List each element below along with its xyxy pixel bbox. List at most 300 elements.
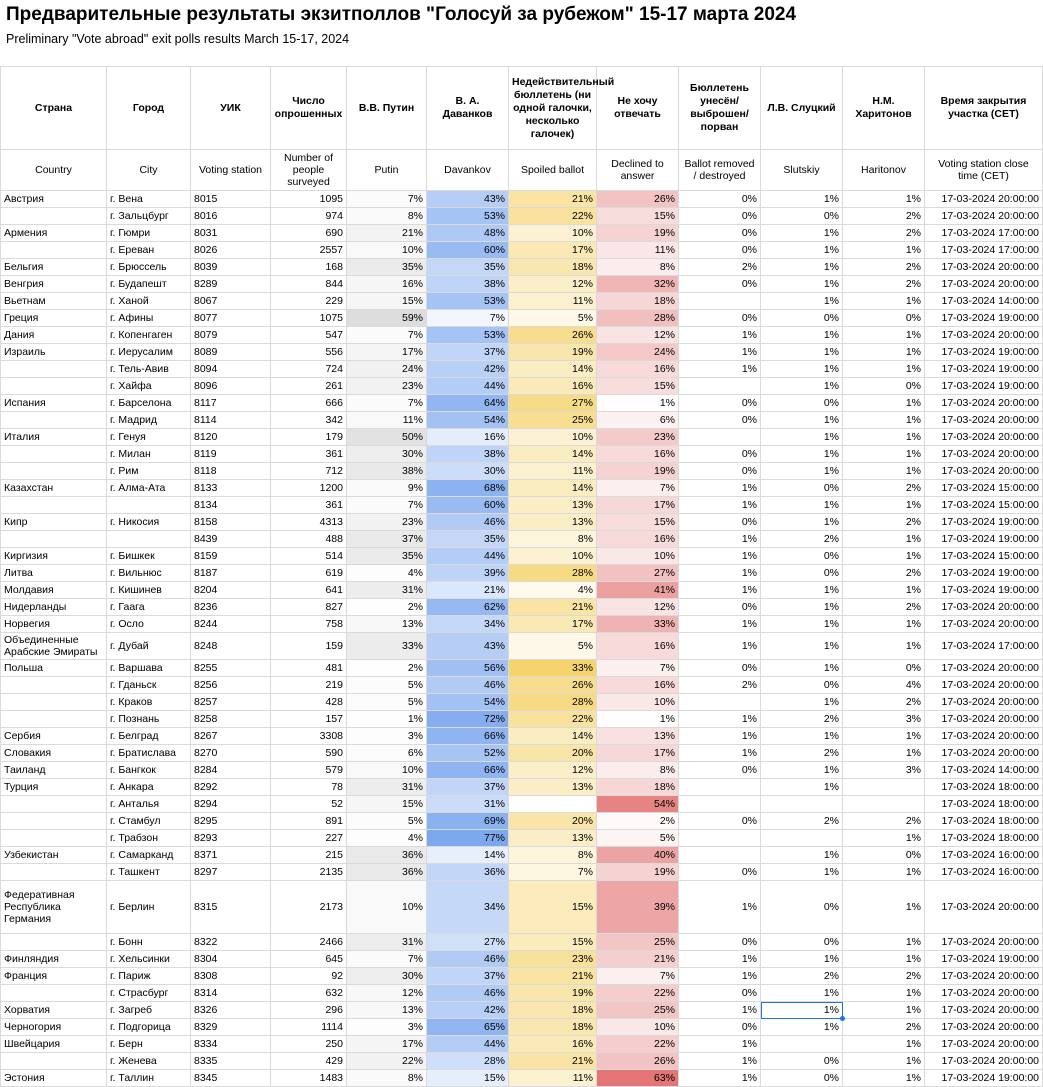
cell-davankov[interactable]: 21% <box>427 582 509 599</box>
cell-spoiled[interactable]: 12% <box>509 276 597 293</box>
header-en-removed[interactable]: Ballot removed / destroyed <box>679 150 761 191</box>
cell-station[interactable]: 8292 <box>191 779 271 796</box>
cell-station[interactable]: 8294 <box>191 796 271 813</box>
cell-slutskiy[interactable]: 1% <box>761 361 843 378</box>
cell-slutskiy[interactable]: 1% <box>761 293 843 310</box>
cell-declined[interactable]: 54% <box>597 796 679 813</box>
cell-declined[interactable]: 17% <box>597 745 679 762</box>
cell-declined[interactable]: 26% <box>597 1053 679 1070</box>
cell-haritonov[interactable]: 1% <box>843 745 925 762</box>
cell-davankov[interactable]: 42% <box>427 361 509 378</box>
cell-station[interactable]: 8118 <box>191 463 271 480</box>
cell-removed[interactable] <box>679 779 761 796</box>
cell-declined[interactable]: 22% <box>597 1036 679 1053</box>
header-en-city[interactable]: City <box>107 150 191 191</box>
cell-city[interactable]: г. Копенгаген <box>107 327 191 344</box>
cell-close-time[interactable]: 17-03-2024 20:00:00 <box>925 694 1043 711</box>
cell-putin[interactable]: 36% <box>347 864 427 881</box>
cell-davankov[interactable]: 34% <box>427 881 509 934</box>
cell-putin[interactable]: 7% <box>347 951 427 968</box>
header-davankov[interactable]: В. А. Даванков <box>427 67 509 150</box>
cell-haritonov[interactable]: 2% <box>843 1019 925 1036</box>
cell-surveyed[interactable]: 690 <box>271 225 347 242</box>
cell-davankov[interactable]: 37% <box>427 968 509 985</box>
cell-haritonov[interactable]: 1% <box>843 361 925 378</box>
cell-slutskiy[interactable]: 0% <box>761 208 843 225</box>
cell-station[interactable]: 8256 <box>191 677 271 694</box>
cell-station[interactable]: 8158 <box>191 514 271 531</box>
cell-country[interactable]: Греция <box>1 310 107 327</box>
cell-station[interactable]: 8293 <box>191 830 271 847</box>
cell-city[interactable]: г. Ереван <box>107 242 191 259</box>
cell-station[interactable]: 8067 <box>191 293 271 310</box>
cell-removed[interactable]: 1% <box>679 968 761 985</box>
cell-declined[interactable]: 39% <box>597 881 679 934</box>
cell-davankov[interactable]: 37% <box>427 344 509 361</box>
cell-surveyed[interactable]: 227 <box>271 830 347 847</box>
cell-spoiled[interactable]: 13% <box>509 497 597 514</box>
cell-declined[interactable]: 13% <box>597 728 679 745</box>
header-en-slutskiy[interactable]: Slutskiy <box>761 150 843 191</box>
cell-spoiled[interactable]: 33% <box>509 660 597 677</box>
cell-declined[interactable]: 16% <box>597 446 679 463</box>
cell-slutskiy[interactable]: 1% <box>761 694 843 711</box>
cell-davankov[interactable]: 64% <box>427 395 509 412</box>
cell-haritonov[interactable]: 1% <box>843 728 925 745</box>
cell-surveyed[interactable]: 2135 <box>271 864 347 881</box>
cell-davankov[interactable]: 68% <box>427 480 509 497</box>
cell-slutskiy[interactable]: 1% <box>761 762 843 779</box>
cell-close-time[interactable]: 17-03-2024 20:00:00 <box>925 463 1043 480</box>
cell-country[interactable] <box>1 796 107 813</box>
cell-station[interactable]: 8326 <box>191 1002 271 1019</box>
cell-spoiled[interactable]: 4% <box>509 582 597 599</box>
cell-declined[interactable]: 16% <box>597 531 679 548</box>
cell-close-time[interactable]: 17-03-2024 15:00:00 <box>925 497 1043 514</box>
cell-country[interactable] <box>1 208 107 225</box>
cell-davankov[interactable]: 38% <box>427 446 509 463</box>
cell-city[interactable]: г. Белград <box>107 728 191 745</box>
cell-putin[interactable]: 22% <box>347 1053 427 1070</box>
cell-surveyed[interactable]: 579 <box>271 762 347 779</box>
cell-surveyed[interactable]: 52 <box>271 796 347 813</box>
cell-city[interactable] <box>107 497 191 514</box>
cell-spoiled[interactable]: 5% <box>509 633 597 660</box>
cell-slutskiy[interactable]: 1% <box>761 412 843 429</box>
cell-davankov[interactable]: 46% <box>427 677 509 694</box>
cell-davankov[interactable]: 35% <box>427 531 509 548</box>
cell-slutskiy[interactable]: 1% <box>761 225 843 242</box>
cell-declined[interactable]: 27% <box>597 565 679 582</box>
cell-putin[interactable]: 13% <box>347 1002 427 1019</box>
cell-removed[interactable]: 0% <box>679 934 761 951</box>
cell-surveyed[interactable]: 974 <box>271 208 347 225</box>
cell-surveyed[interactable]: 1075 <box>271 310 347 327</box>
header-en-station[interactable]: Voting station <box>191 150 271 191</box>
cell-country[interactable] <box>1 242 107 259</box>
cell-close-time[interactable]: 17-03-2024 20:00:00 <box>925 208 1043 225</box>
cell-putin[interactable]: 2% <box>347 599 427 616</box>
cell-country[interactable] <box>1 694 107 711</box>
cell-station[interactable]: 8270 <box>191 745 271 762</box>
cell-city[interactable]: г. Подгорица <box>107 1019 191 1036</box>
cell-surveyed[interactable]: 1095 <box>271 191 347 208</box>
cell-country[interactable] <box>1 1053 107 1070</box>
cell-surveyed[interactable]: 361 <box>271 446 347 463</box>
cell-slutskiy[interactable] <box>761 796 843 813</box>
cell-putin[interactable]: 15% <box>347 293 427 310</box>
cell-putin[interactable]: 50% <box>347 429 427 446</box>
cell-close-time[interactable]: 17-03-2024 18:00:00 <box>925 813 1043 830</box>
cell-country[interactable]: Объединенные Арабские Эмираты <box>1 633 107 660</box>
cell-close-time[interactable]: 17-03-2024 20:00:00 <box>925 327 1043 344</box>
cell-putin[interactable]: 38% <box>347 463 427 480</box>
cell-davankov[interactable]: 52% <box>427 745 509 762</box>
cell-davankov[interactable]: 37% <box>427 779 509 796</box>
cell-station[interactable]: 8120 <box>191 429 271 446</box>
cell-close-time[interactable]: 17-03-2024 17:00:00 <box>925 633 1043 660</box>
cell-close-time[interactable]: 17-03-2024 19:00:00 <box>925 951 1043 968</box>
cell-station[interactable]: 8187 <box>191 565 271 582</box>
cell-station[interactable]: 8322 <box>191 934 271 951</box>
cell-country[interactable] <box>1 531 107 548</box>
cell-spoiled[interactable]: 18% <box>509 1019 597 1036</box>
cell-surveyed[interactable]: 296 <box>271 1002 347 1019</box>
cell-declined[interactable]: 24% <box>597 344 679 361</box>
cell-davankov[interactable]: 44% <box>427 548 509 565</box>
cell-station[interactable]: 8096 <box>191 378 271 395</box>
cell-removed[interactable]: 0% <box>679 864 761 881</box>
cell-declined[interactable]: 19% <box>597 463 679 480</box>
cell-station[interactable]: 8289 <box>191 276 271 293</box>
cell-surveyed[interactable]: 827 <box>271 599 347 616</box>
cell-haritonov[interactable]: 0% <box>843 310 925 327</box>
cell-country[interactable]: Швейцария <box>1 1036 107 1053</box>
cell-city[interactable]: г. Рим <box>107 463 191 480</box>
cell-city[interactable]: г. Хельсинки <box>107 951 191 968</box>
header-haritonov[interactable]: Н.М. Харитонов <box>843 67 925 150</box>
cell-davankov[interactable]: 65% <box>427 1019 509 1036</box>
cell-surveyed[interactable]: 641 <box>271 582 347 599</box>
cell-putin[interactable]: 31% <box>347 779 427 796</box>
cell-country[interactable] <box>1 446 107 463</box>
cell-spoiled[interactable]: 21% <box>509 191 597 208</box>
cell-spoiled[interactable]: 5% <box>509 310 597 327</box>
cell-slutskiy[interactable]: 0% <box>761 565 843 582</box>
cell-haritonov[interactable]: 0% <box>843 660 925 677</box>
header-surveyed[interactable]: Число опрошенных <box>271 67 347 150</box>
cell-slutskiy[interactable]: 1% <box>761 242 843 259</box>
cell-declined[interactable]: 11% <box>597 242 679 259</box>
cell-station[interactable]: 8031 <box>191 225 271 242</box>
header-removed[interactable]: Бюллетень унесён/выброшен/порван <box>679 67 761 150</box>
cell-surveyed[interactable]: 168 <box>271 259 347 276</box>
cell-putin[interactable]: 36% <box>347 847 427 864</box>
cell-putin[interactable]: 9% <box>347 480 427 497</box>
cell-surveyed[interactable]: 1114 <box>271 1019 347 1036</box>
cell-haritonov[interactable]: 2% <box>843 225 925 242</box>
cell-slutskiy[interactable]: 2% <box>761 745 843 762</box>
cell-declined[interactable]: 17% <box>597 497 679 514</box>
cell-davankov[interactable]: 43% <box>427 191 509 208</box>
cell-spoiled[interactable]: 14% <box>509 361 597 378</box>
cell-close-time[interactable]: 17-03-2024 14:00:00 <box>925 762 1043 779</box>
cell-removed[interactable]: 0% <box>679 985 761 1002</box>
cell-putin[interactable]: 15% <box>347 796 427 813</box>
cell-davankov[interactable]: 44% <box>427 378 509 395</box>
cell-spoiled[interactable]: 18% <box>509 1002 597 1019</box>
cell-close-time[interactable]: 17-03-2024 19:00:00 <box>925 344 1043 361</box>
cell-city[interactable]: г. Познань <box>107 711 191 728</box>
cell-city[interactable]: г. Женева <box>107 1053 191 1070</box>
cell-putin[interactable]: 33% <box>347 633 427 660</box>
cell-city[interactable]: г. Иерусалим <box>107 344 191 361</box>
cell-removed[interactable]: 1% <box>679 881 761 934</box>
cell-close-time[interactable]: 17-03-2024 18:00:00 <box>925 779 1043 796</box>
cell-haritonov[interactable]: 1% <box>843 548 925 565</box>
cell-surveyed[interactable]: 250 <box>271 1036 347 1053</box>
cell-davankov[interactable]: 31% <box>427 796 509 813</box>
cell-slutskiy[interactable]: 2% <box>761 711 843 728</box>
cell-davankov[interactable]: 28% <box>427 1053 509 1070</box>
cell-station[interactable]: 8204 <box>191 582 271 599</box>
cell-surveyed[interactable]: 1200 <box>271 480 347 497</box>
cell-close-time[interactable]: 17-03-2024 19:00:00 <box>925 514 1043 531</box>
cell-davankov[interactable]: 34% <box>427 616 509 633</box>
cell-country[interactable]: Федеративная Республика Германия <box>1 881 107 934</box>
cell-putin[interactable]: 7% <box>347 191 427 208</box>
cell-close-time[interactable]: 17-03-2024 20:00:00 <box>925 616 1043 633</box>
cell-declined[interactable]: 12% <box>597 599 679 616</box>
cell-city[interactable]: г. Таллин <box>107 1070 191 1087</box>
cell-removed[interactable]: 1% <box>679 1036 761 1053</box>
cell-declined[interactable]: 7% <box>597 480 679 497</box>
cell-declined[interactable]: 6% <box>597 412 679 429</box>
cell-putin[interactable]: 31% <box>347 934 427 951</box>
cell-surveyed[interactable]: 632 <box>271 985 347 1002</box>
cell-surveyed[interactable]: 157 <box>271 711 347 728</box>
cell-close-time[interactable]: 17-03-2024 20:00:00 <box>925 881 1043 934</box>
cell-slutskiy[interactable]: 0% <box>761 934 843 951</box>
cell-surveyed[interactable]: 481 <box>271 660 347 677</box>
cell-slutskiy[interactable]: 1% <box>761 633 843 660</box>
cell-city[interactable]: г. Гаага <box>107 599 191 616</box>
cell-removed[interactable]: 0% <box>679 463 761 480</box>
cell-country[interactable]: Хорватия <box>1 1002 107 1019</box>
cell-davankov[interactable]: 54% <box>427 412 509 429</box>
cell-close-time[interactable]: 17-03-2024 17:00:00 <box>925 225 1043 242</box>
cell-removed[interactable]: 1% <box>679 616 761 633</box>
cell-putin[interactable]: 10% <box>347 762 427 779</box>
cell-close-time[interactable]: 17-03-2024 19:00:00 <box>925 310 1043 327</box>
cell-surveyed[interactable]: 2466 <box>271 934 347 951</box>
cell-close-time[interactable]: 17-03-2024 15:00:00 <box>925 480 1043 497</box>
cell-davankov[interactable]: 15% <box>427 1070 509 1087</box>
cell-city[interactable]: г. Трабзон <box>107 830 191 847</box>
cell-city[interactable]: г. Ханой <box>107 293 191 310</box>
cell-station[interactable]: 8039 <box>191 259 271 276</box>
cell-removed[interactable]: 1% <box>679 327 761 344</box>
cell-davankov[interactable]: 46% <box>427 985 509 1002</box>
cell-removed[interactable] <box>679 796 761 813</box>
cell-putin[interactable]: 10% <box>347 881 427 934</box>
cell-haritonov[interactable]: 1% <box>843 616 925 633</box>
header-en-country[interactable]: Country <box>1 150 107 191</box>
cell-country[interactable]: Киргизия <box>1 548 107 565</box>
cell-close-time[interactable]: 17-03-2024 20:00:00 <box>925 660 1043 677</box>
cell-removed[interactable]: 1% <box>679 497 761 514</box>
cell-city[interactable]: г. Гюмри <box>107 225 191 242</box>
cell-city[interactable]: г. Гданьск <box>107 677 191 694</box>
cell-haritonov[interactable]: 1% <box>843 293 925 310</box>
cell-close-time[interactable]: 17-03-2024 20:00:00 <box>925 395 1043 412</box>
cell-close-time[interactable]: 17-03-2024 20:00:00 <box>925 968 1043 985</box>
cell-slutskiy[interactable]: 1% <box>761 514 843 531</box>
cell-haritonov[interactable]: 1% <box>843 446 925 463</box>
cell-surveyed[interactable]: 219 <box>271 677 347 694</box>
cell-removed[interactable]: 1% <box>679 745 761 762</box>
header-station[interactable]: УИК <box>191 67 271 150</box>
cell-putin[interactable]: 1% <box>347 711 427 728</box>
cell-haritonov[interactable]: 2% <box>843 514 925 531</box>
cell-close-time[interactable]: 17-03-2024 20:00:00 <box>925 599 1043 616</box>
cell-removed[interactable]: 1% <box>679 480 761 497</box>
cell-surveyed[interactable]: 619 <box>271 565 347 582</box>
cell-spoiled[interactable]: 21% <box>509 599 597 616</box>
cell-putin[interactable]: 4% <box>347 830 427 847</box>
cell-haritonov[interactable]: 1% <box>843 395 925 412</box>
header-en-declined[interactable]: Declined to answer <box>597 150 679 191</box>
cell-spoiled[interactable] <box>509 796 597 813</box>
cell-country[interactable]: Польша <box>1 660 107 677</box>
cell-haritonov[interactable]: 1% <box>843 985 925 1002</box>
cell-station[interactable]: 8314 <box>191 985 271 1002</box>
cell-station[interactable]: 8114 <box>191 412 271 429</box>
cell-city[interactable]: г. Краков <box>107 694 191 711</box>
cell-putin[interactable]: 4% <box>347 565 427 582</box>
cell-removed[interactable]: 1% <box>679 548 761 565</box>
cell-country[interactable]: Черногория <box>1 1019 107 1036</box>
cell-putin[interactable]: 6% <box>347 745 427 762</box>
cell-declined[interactable]: 22% <box>597 985 679 1002</box>
cell-close-time[interactable]: 17-03-2024 20:00:00 <box>925 446 1043 463</box>
cell-removed[interactable] <box>679 293 761 310</box>
cell-declined[interactable]: 18% <box>597 779 679 796</box>
cell-davankov[interactable]: 53% <box>427 293 509 310</box>
cell-station[interactable]: 8094 <box>191 361 271 378</box>
cell-country[interactable]: Бельгия <box>1 259 107 276</box>
cell-removed[interactable] <box>679 694 761 711</box>
cell-haritonov[interactable]: 2% <box>843 480 925 497</box>
cell-putin[interactable]: 7% <box>347 497 427 514</box>
cell-removed[interactable]: 1% <box>679 361 761 378</box>
cell-spoiled[interactable]: 26% <box>509 327 597 344</box>
cell-removed[interactable]: 0% <box>679 660 761 677</box>
header-en-putin[interactable]: Putin <box>347 150 427 191</box>
cell-surveyed[interactable]: 712 <box>271 463 347 480</box>
cell-slutskiy[interactable]: 1% <box>761 599 843 616</box>
cell-putin[interactable]: 8% <box>347 208 427 225</box>
cell-spoiled[interactable]: 17% <box>509 242 597 259</box>
header-en-spoiled[interactable]: Spoiled ballot <box>509 150 597 191</box>
cell-country[interactable] <box>1 497 107 514</box>
cell-surveyed[interactable]: 488 <box>271 531 347 548</box>
cell-spoiled[interactable]: 14% <box>509 728 597 745</box>
header-en-haritonov[interactable]: Haritonov <box>843 150 925 191</box>
cell-spoiled[interactable]: 20% <box>509 745 597 762</box>
cell-davankov[interactable]: 39% <box>427 565 509 582</box>
cell-surveyed[interactable]: 556 <box>271 344 347 361</box>
cell-spoiled[interactable]: 17% <box>509 616 597 633</box>
cell-davankov[interactable]: 30% <box>427 463 509 480</box>
cell-haritonov[interactable]: 1% <box>843 429 925 446</box>
cell-city[interactable]: г. Зальцбург <box>107 208 191 225</box>
header-country[interactable]: Страна <box>1 67 107 150</box>
cell-close-time[interactable]: 17-03-2024 18:00:00 <box>925 830 1043 847</box>
cell-city[interactable]: г. Самарканд <box>107 847 191 864</box>
cell-putin[interactable]: 7% <box>347 395 427 412</box>
cell-city[interactable]: г. Мадрид <box>107 412 191 429</box>
cell-station[interactable]: 8119 <box>191 446 271 463</box>
cell-city[interactable]: г. Берлин <box>107 881 191 934</box>
cell-close-time[interactable]: 17-03-2024 20:00:00 <box>925 412 1043 429</box>
cell-close-time[interactable]: 17-03-2024 19:00:00 <box>925 531 1043 548</box>
cell-removed[interactable]: 0% <box>679 310 761 327</box>
cell-removed[interactable]: 1% <box>679 1002 761 1019</box>
cell-declined[interactable]: 16% <box>597 361 679 378</box>
cell-spoiled[interactable]: 19% <box>509 344 597 361</box>
cell-city[interactable]: г. Анталья <box>107 796 191 813</box>
cell-slutskiy[interactable]: 1% <box>761 951 843 968</box>
cell-spoiled[interactable]: 22% <box>509 711 597 728</box>
cell-surveyed[interactable]: 179 <box>271 429 347 446</box>
cell-slutskiy[interactable]: 1% <box>761 276 843 293</box>
cell-haritonov[interactable]: 2% <box>843 599 925 616</box>
cell-declined[interactable]: 25% <box>597 1002 679 1019</box>
cell-city[interactable]: г. Берн <box>107 1036 191 1053</box>
cell-slutskiy[interactable]: 0% <box>761 548 843 565</box>
cell-surveyed[interactable]: 4313 <box>271 514 347 531</box>
cell-spoiled[interactable]: 21% <box>509 1053 597 1070</box>
cell-station[interactable]: 8345 <box>191 1070 271 1087</box>
cell-putin[interactable]: 13% <box>347 616 427 633</box>
cell-declined[interactable]: 15% <box>597 378 679 395</box>
cell-spoiled[interactable]: 19% <box>509 985 597 1002</box>
cell-city[interactable]: г. Брюссель <box>107 259 191 276</box>
cell-country[interactable]: Испания <box>1 395 107 412</box>
cell-city[interactable]: г. Париж <box>107 968 191 985</box>
cell-slutskiy[interactable]: 1% <box>761 463 843 480</box>
cell-country[interactable] <box>1 813 107 830</box>
cell-spoiled[interactable]: 13% <box>509 514 597 531</box>
cell-slutskiy[interactable]: 1% <box>761 344 843 361</box>
cell-davankov[interactable]: 43% <box>427 633 509 660</box>
cell-close-time[interactable]: 17-03-2024 20:00:00 <box>925 429 1043 446</box>
cell-haritonov[interactable]: 3% <box>843 711 925 728</box>
cell-city[interactable]: г. Дубай <box>107 633 191 660</box>
cell-close-time[interactable]: 17-03-2024 20:00:00 <box>925 1053 1043 1070</box>
cell-declined[interactable]: 2% <box>597 813 679 830</box>
cell-city[interactable]: г. Анкара <box>107 779 191 796</box>
cell-spoiled[interactable]: 14% <box>509 446 597 463</box>
cell-slutskiy[interactable]: 1% <box>761 259 843 276</box>
cell-country[interactable]: Казахстан <box>1 480 107 497</box>
cell-haritonov[interactable]: 2% <box>843 694 925 711</box>
cell-close-time[interactable]: 17-03-2024 20:00:00 <box>925 191 1043 208</box>
cell-slutskiy[interactable]: 1% <box>761 582 843 599</box>
cell-putin[interactable]: 21% <box>347 225 427 242</box>
cell-davankov[interactable]: 72% <box>427 711 509 728</box>
